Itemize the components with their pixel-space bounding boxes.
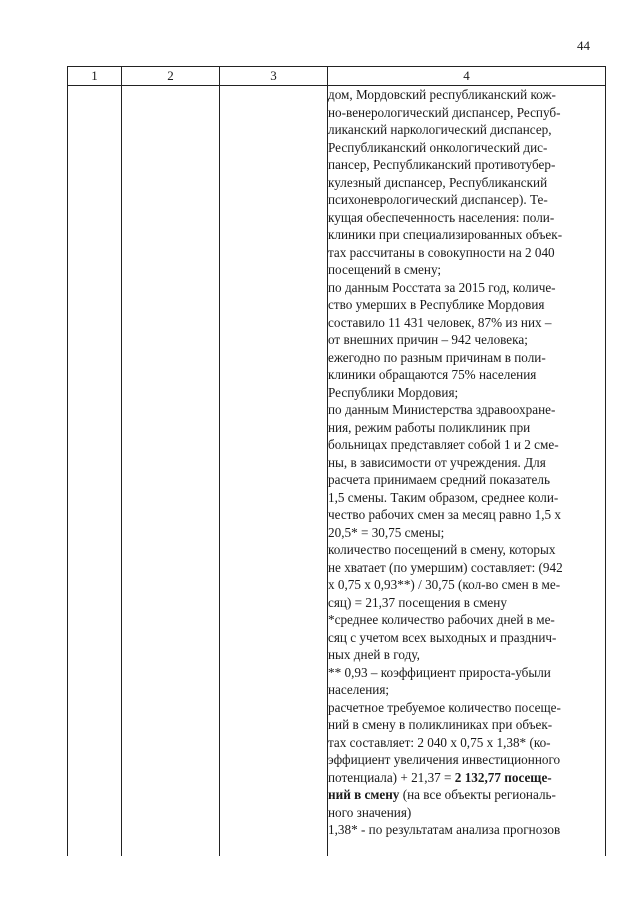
text-line: *среднее количество рабочих дней в ме- (328, 612, 555, 627)
column-header-3: 3 (220, 67, 328, 86)
text-line: х 0,75 х 0,93**) / 30,75 (кол-во смен в ме- (328, 577, 561, 592)
cell-col-2 (122, 86, 220, 857)
text-line: но-венерологический диспансер, Респуб- (328, 104, 561, 120)
bold-result: ний в смену (328, 787, 400, 802)
text-line: 1,38* - по результатам анализа прогнозов (328, 822, 561, 837)
text-line: дом, Мордовский республиканский кож- (328, 87, 556, 102)
text-line: ных дней в году, (328, 647, 420, 662)
text-line: сяц с учетом всех выходных и празднич- (328, 629, 557, 645)
text-line: 1,5 смены. Таким образом, среднее коли- (328, 489, 559, 505)
text-line (328, 769, 605, 787)
text-line: кулезный диспансер, Республиканский (328, 174, 548, 190)
text-line: кущая обеспеченность населения: поли- (328, 209, 555, 225)
text-line: клиники обращаются 75% населения (328, 367, 537, 382)
text-line: клиники при специализированных объек- (328, 227, 563, 242)
text-line: ны, в зависимости от учреждения. Для (328, 454, 546, 470)
table-row (68, 86, 606, 857)
text-line: пансер, Республиканский противотубер- (328, 157, 556, 172)
text-line: количество посещений в смену, которых (328, 542, 556, 557)
text-line: сяц) = 21,37 посещения в смену (328, 594, 507, 610)
page-number: 44 (577, 38, 590, 53)
table-header (68, 67, 606, 86)
text-line: составило 11 431 человек, 87% из них – (328, 314, 552, 330)
cell-col-1 (68, 86, 122, 857)
column-header-4: 4 (328, 67, 606, 86)
cell-col-3 (220, 86, 328, 857)
document-table (67, 66, 606, 856)
text-line: чество рабочих смен за месяц равно 1,5 х (328, 507, 562, 522)
column-header-1: 1 (68, 67, 122, 86)
text-line: Республиканский онкологический дис- (328, 139, 548, 155)
bold-result: 2 132,77 посеще- (454, 769, 552, 785)
text-line: ния, режим работы поликлиник при (328, 419, 531, 435)
text-line: 20,5* = 30,75 смены; (328, 524, 445, 540)
text-line (328, 786, 605, 804)
text-line: ство умерших в Республике Мордовия (328, 297, 545, 312)
text-line: больницах представляет собой 1 и 2 сме- (328, 437, 559, 452)
text-line: тах составляет: 2 040 х 0,75 х 1,38* (ко- (328, 734, 551, 750)
text-line: психоневрологический диспансер). Те- (328, 192, 548, 207)
text-line: расчета принимаем средний показатель (328, 472, 550, 487)
text-line: расчетное требуемое количество посеще- (328, 699, 561, 715)
text-line: эффициент увеличения инвестиционного (328, 752, 561, 767)
text-line: тах рассчитаны в совокупности на 2 040 (328, 244, 555, 260)
text-line: ликанский наркологический диспансер, (328, 122, 552, 137)
text-line: посещений в смену; (328, 262, 442, 277)
text-line: ** 0,93 – коэффициент прироста-убыли (328, 664, 551, 680)
text-line: ний в смену в поликлиниках при объек- (328, 717, 553, 732)
cell-col-4-text (328, 86, 606, 857)
column-header-2: 2 (122, 67, 220, 86)
text-line: от внешних причин – 942 человека; (328, 332, 528, 347)
text-line: по данным Министерства здравоохране- (328, 402, 556, 417)
text-line: Республики Мордовия; (328, 384, 459, 400)
text-line: по данным Росстата за 2015 год, количе- (328, 279, 556, 295)
text-line: ежегодно по разным причинам в поли- (328, 349, 546, 365)
text-line-part: (на все объекты региональ- (399, 787, 556, 802)
text-line: не хватает (по умершим) составляет: (942 (328, 559, 563, 575)
text-line: населения; (328, 682, 390, 697)
text-line-part: потенциала) + 21,37 = (328, 769, 455, 785)
text-line: ного значения) (328, 804, 412, 820)
